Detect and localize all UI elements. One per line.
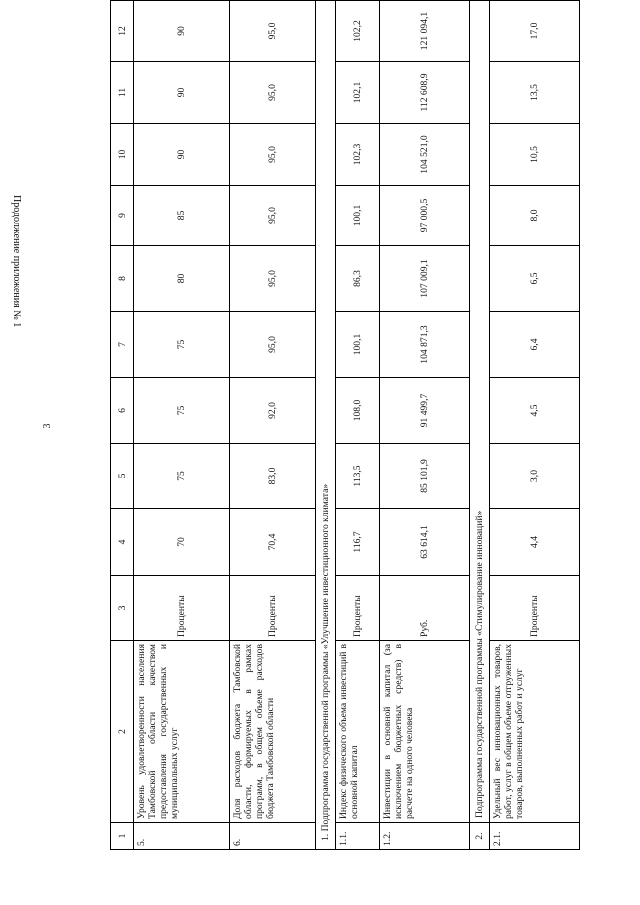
header-cell: 1	[110, 822, 134, 850]
value-cell: 104 521,0	[380, 123, 470, 185]
header-cell: 10	[110, 123, 134, 185]
value-cell: 10,5	[490, 123, 580, 185]
row-number: 6.	[230, 822, 316, 850]
value-cell: 70,4	[230, 508, 316, 575]
unit: Проценты	[230, 575, 316, 640]
section-number: 2.	[470, 822, 490, 850]
unit: Проценты	[134, 575, 230, 640]
value-cell: 13,5	[490, 61, 580, 123]
value-cell: 100,1	[336, 311, 380, 377]
indicator-name: Доля расходов бюджета Тамбовской области, формируемых в рамках программ, в общем объеме расходов бюджета Тамбовской области	[230, 640, 316, 822]
value-cell: 112 608,9	[380, 61, 470, 123]
value-cell: 6,5	[490, 245, 580, 311]
table-row	[336, 0, 380, 850]
value-cell: 102,2	[336, 0, 380, 61]
page-number: 3	[42, 423, 53, 429]
row-number: 1.1.	[336, 822, 380, 850]
value-cell: 107 009,1	[380, 245, 470, 311]
value-cell: 95,0	[230, 0, 316, 61]
value-cell: 116,7	[336, 508, 380, 575]
section-heading-investment: 1. Подпрограмма государственной программы «Улучшение инвестиционного климата»	[316, 0, 336, 850]
value-cell: 102,3	[336, 123, 380, 185]
row-number: 2.1.	[490, 822, 580, 850]
value-cell: 90	[134, 61, 230, 123]
value-cell: 80	[134, 245, 230, 311]
indicator-name: Удельный вес инновационных товаров, работ, услуг в общем объеме отгруженных товаров, выполненных работ и услуг	[490, 640, 580, 822]
value-cell: 102,1	[336, 61, 380, 123]
header-cell: 3	[110, 575, 134, 640]
value-cell: 113,5	[336, 443, 380, 508]
value-cell: 75	[134, 377, 230, 443]
value-cell: 95,0	[230, 311, 316, 377]
section-heading-innovation: Подпрограмма государственной программы «Стимулирование инноваций»	[470, 0, 490, 822]
value-cell: 86,3	[336, 245, 380, 311]
value-cell: 121 094,1	[380, 0, 470, 61]
value-cell: 17,0	[490, 0, 580, 61]
value-cell: 83,0	[230, 443, 316, 508]
indicator-name: Уровень удовлетворенности населения Тамбовской области качеством предоставления государственных и муниципальных услуг	[134, 640, 230, 822]
value-cell: 75	[134, 311, 230, 377]
value-cell: 92,0	[230, 377, 316, 443]
header-cell: 4	[110, 508, 134, 575]
value-cell: 95,0	[230, 245, 316, 311]
header-cell: 5	[110, 443, 134, 508]
unit: Проценты	[336, 575, 380, 640]
value-cell: 85 101,9	[380, 443, 470, 508]
header-cell: 7	[110, 311, 134, 377]
value-cell: 85	[134, 185, 230, 245]
header-cell: 12	[110, 0, 134, 61]
unit: Проценты	[490, 575, 580, 640]
value-cell: 90	[134, 123, 230, 185]
value-cell: 3,0	[490, 443, 580, 508]
value-cell: 6,4	[490, 311, 580, 377]
row-number: 1.2.	[380, 822, 470, 850]
header-cell: 8	[110, 245, 134, 311]
indicator-name: Индекс физического объема инвестиций в основной капитал	[336, 640, 380, 822]
value-cell: 108,0	[336, 377, 380, 443]
indicator-name: Инвестиции в основной капитал (за исключением бюджетных средств) в расчете на одного человека	[380, 640, 470, 822]
indicators-table	[110, 0, 540, 850]
value-cell: 95,0	[230, 185, 316, 245]
value-cell: 91 499,7	[380, 377, 470, 443]
value-cell: 90	[134, 0, 230, 61]
table-row	[134, 0, 230, 850]
section-heading-row	[470, 0, 490, 850]
value-cell: 95,0	[230, 123, 316, 185]
header-cell: 9	[110, 185, 134, 245]
value-cell: 4,5	[490, 377, 580, 443]
continuation-note: Продолжение приложения № 1	[11, 195, 22, 328]
value-cell: 95,0	[230, 61, 316, 123]
table-row	[380, 0, 470, 850]
header-cell: 11	[110, 61, 134, 123]
value-cell: 97 000,5	[380, 185, 470, 245]
value-cell: 4,4	[490, 508, 580, 575]
value-cell: 100,1	[336, 185, 380, 245]
unit: Руб.	[380, 575, 470, 640]
value-cell: 63 614,1	[380, 508, 470, 575]
value-cell: 8,0	[490, 185, 580, 245]
value-cell: 75	[134, 443, 230, 508]
header-cell: 6	[110, 377, 134, 443]
value-cell: 70	[134, 508, 230, 575]
row-number: 5.	[134, 822, 230, 850]
value-cell: 104 871,3	[380, 311, 470, 377]
table-header-row	[110, 0, 134, 850]
table-row	[230, 0, 316, 850]
table-row	[490, 0, 580, 850]
header-cell: 2	[110, 640, 134, 822]
